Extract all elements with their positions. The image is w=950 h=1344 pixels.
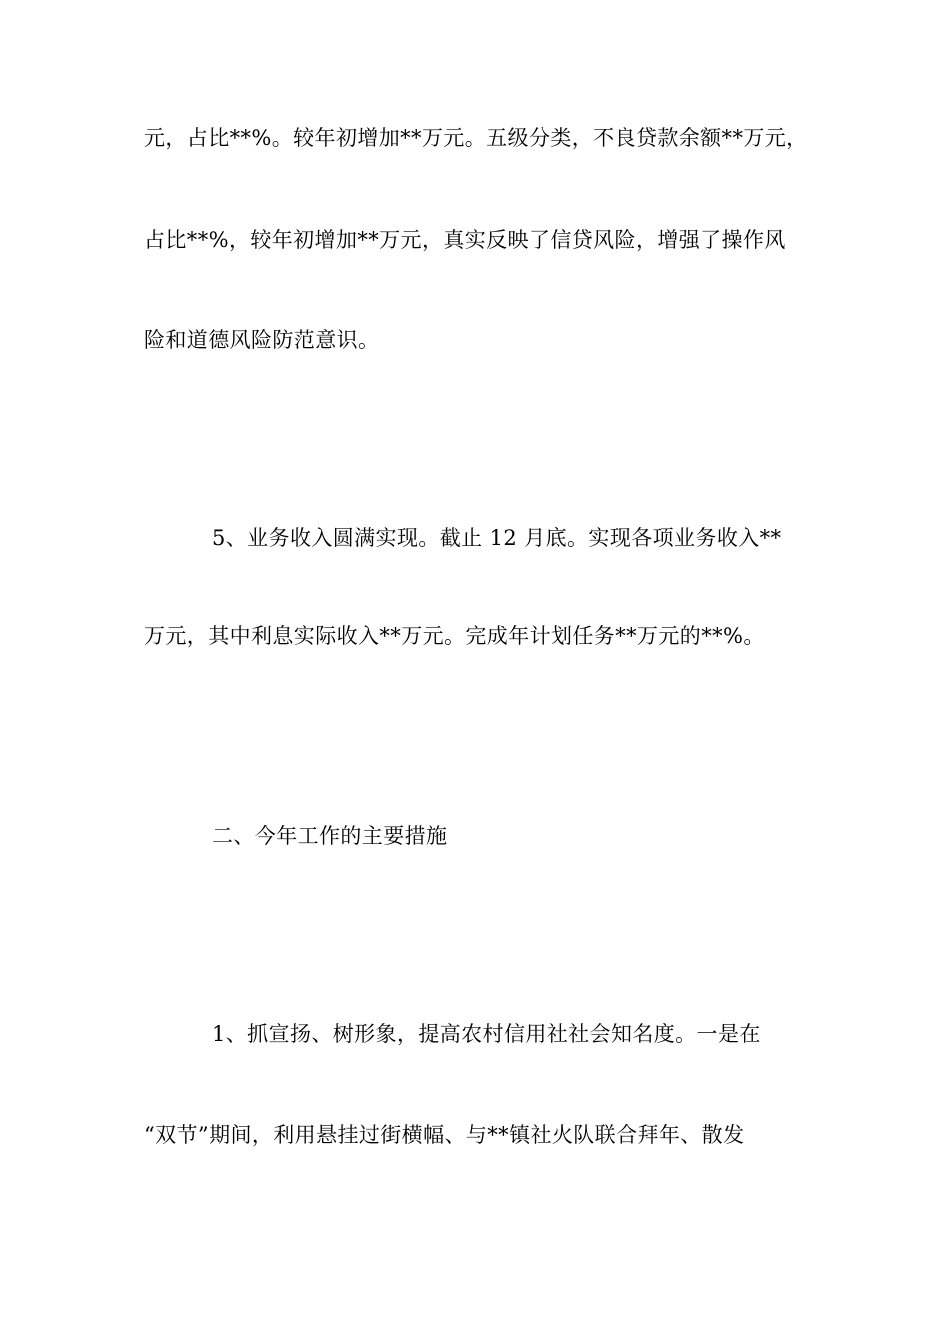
text-line-1: 元，占比**%。较年初增加**万元。五级分类，不良贷款余额**万元，	[144, 126, 808, 150]
paragraph-1-line-2: “双节”期间，利用悬挂过街横幅、与**镇社火队联合拜年、散发	[144, 1123, 745, 1147]
paragraph-1-line-1: 1、抓宣扬、树形象，提高农村信用社社会知名度。一是在	[212, 1022, 761, 1046]
paragraph-5-line-2: 万元，其中利息实际收入**万元。完成年计划任务**万元的**%。	[144, 624, 765, 648]
paragraph-5-line-1: 5、业务收入圆满实现。截止 12 月底。实现各项业务收入**	[212, 526, 782, 550]
text-line-2: 占比**%，较年初增加**万元，真实反映了信贷风险，增强了操作风	[144, 228, 786, 252]
section-heading: 二、今年工作的主要措施	[212, 824, 448, 848]
text-line-3: 险和道德风险防范意识。	[144, 328, 380, 352]
